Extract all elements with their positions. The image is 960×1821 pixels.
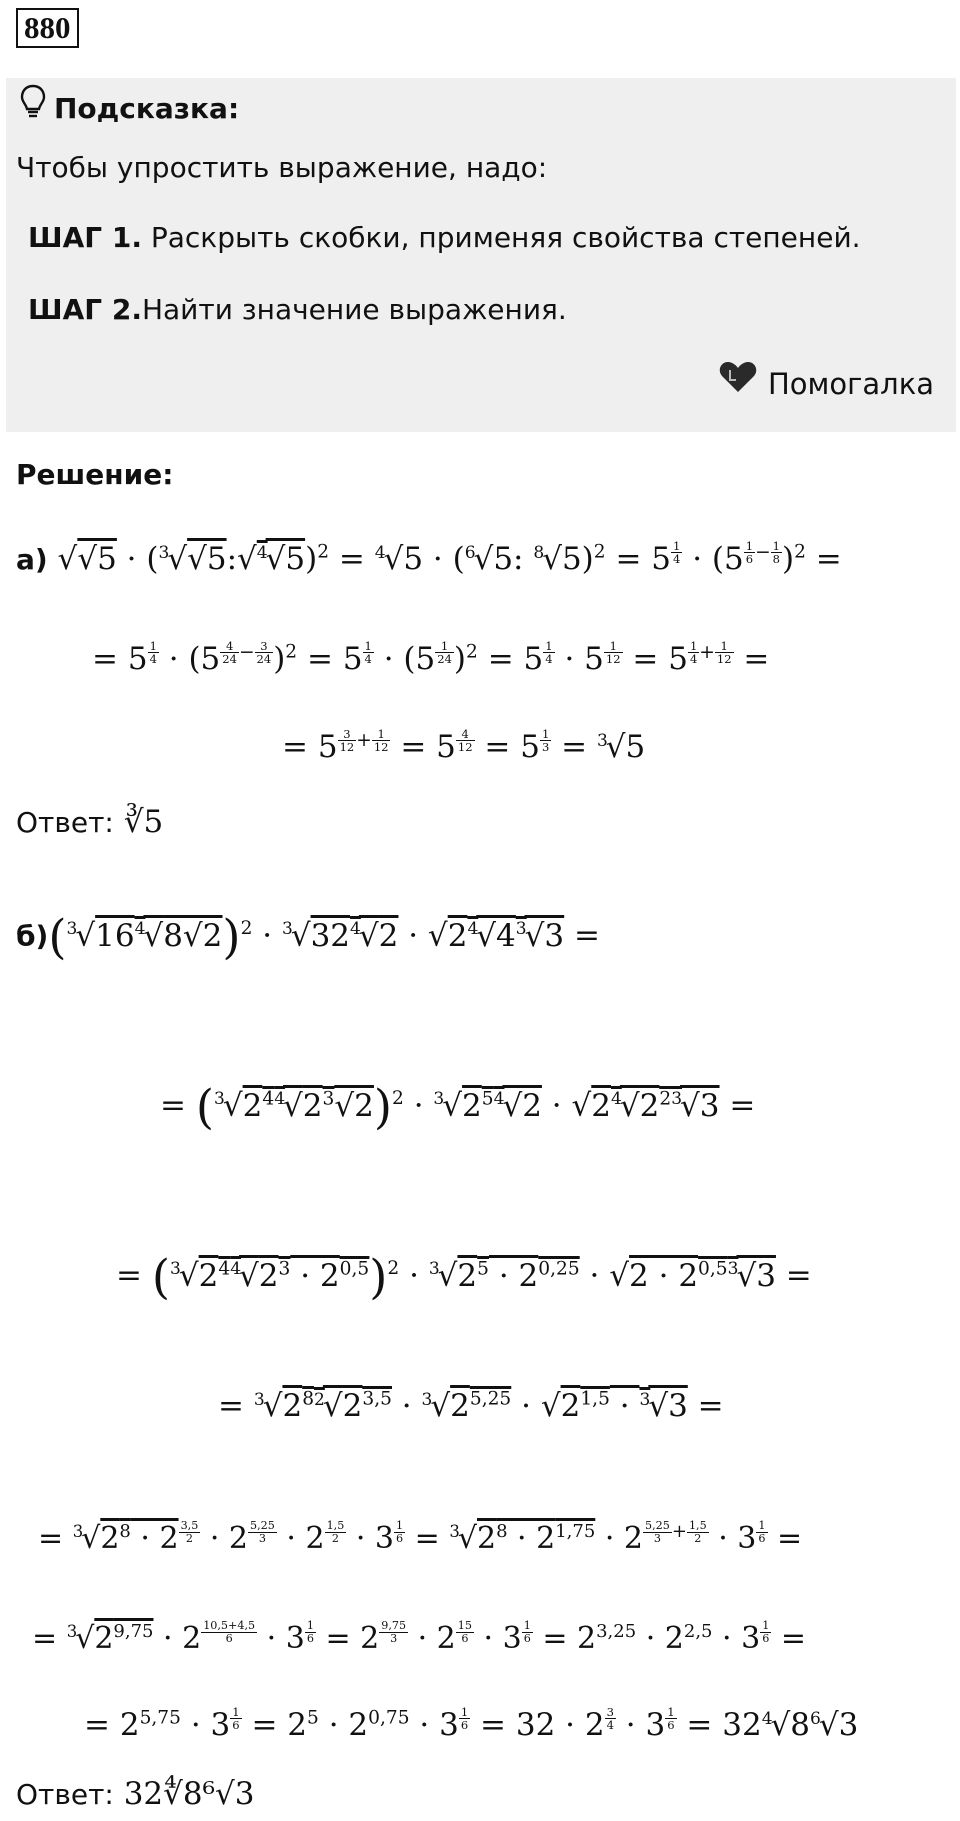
part-a-line-1: а) √√5 · ($^3$√√5:√$^4$√5)$^2$ = $^4$√5 · ($^6$√5: $^8$√5)$^2$ = 5 $^{\frac{1}{4}}$ · (5 $^{\frac{1}{6} - \frac{1}{8}}$ )$^2$ = <box>16 539 842 577</box>
lightbulb-icon <box>20 84 46 134</box>
step-1-label: ШАГ 1. <box>28 221 142 254</box>
part-a-label: а) <box>16 542 48 576</box>
step-2-text: Найти значение выражения. <box>141 293 567 326</box>
hint-step-2 <box>28 288 567 332</box>
part-b-answer-value: 32∜8⁶√3 <box>123 1776 255 1812</box>
part-b-answer-label: Ответ: <box>16 1778 114 1811</box>
step-1-text: Раскрыть скобки, применяя свойства степеней. <box>141 221 861 254</box>
part-b-line-7: = $2^{5,75} \cdot 3$ $^{\frac{1}{6}}$ = $2^5 \cdot 2^{0,75} \cdot 3$ $^{\frac{1}{6}}$ = 32 · 2 $^{\frac{3}{4}}$ · 3 $^{\frac{1}{6}}$ = $32^4√8^6√3$ <box>84 1705 859 1743</box>
heart-icon <box>718 360 758 408</box>
part-b-label: б) <box>16 919 49 953</box>
part-b-line-4: = $^3√2^{82}√2^{3,5} \cdot ^3√2^{5,25} \cdot √2^{1,5} \cdot ^3√3$ = <box>218 1388 724 1424</box>
part-b-line-2: = $(^3√2^{44}√2^3√2)^2 \cdot ^3√2^{54}√2 \cdot √2^4√2^{23}√3$ = <box>160 1080 756 1134</box>
hint-intro: Чтобы упростить выражение, надо: <box>16 151 548 184</box>
hint-title-text: Подсказка: <box>54 92 240 125</box>
part-b-line-6: = $^3√2^{9,75} \cdot 2$ $^{\frac{10,5+4,5}{6}}$ · 3 $^{\frac{1}{6}}$ = 2 $^{\frac{9,75}{3}}$ · 2 $^{\frac{15}{6}}$ · 3 $^{\frac{1}{6}}$ = $2^{3,25} \cdot 2^{2,5} \cdot 3$ $^{\frac{1}{6}}$ = <box>32 1619 807 1657</box>
hint-title <box>20 84 239 134</box>
solution-heading: Решение: <box>16 458 174 491</box>
step-2-label: ШАГ 2. <box>28 293 142 326</box>
hint-panel <box>6 78 956 432</box>
part-a-answer <box>16 804 163 840</box>
part-a-answer-value: ∛5 <box>123 804 164 840</box>
part-a-line-2: = 5 $^{\frac{1}{4}}$ · (5 $^{\frac{4}{24} - \frac{3}{24}}$ )$^2$ = 5 $^{\frac{1}{4}}$ · (5 $^{\frac{1}{24}}$ )$^2$ = 5 $^{\frac{1}{4}}$ · 5 $^{\frac{1}{12}}$ = 5 $^{\frac{1}{4} + \frac{1}{12}}$ = <box>92 639 770 677</box>
part-a-line-3: = 5 $^{\frac{3}{12} + \frac{1}{12}}$ = 5 $^{\frac{4}{12}}$ = 5 $^{\frac{1}{3}}$ = $^3$√5 <box>282 727 646 765</box>
part-b-line-5: = $^3√2^8 \cdot 2$ $^{\frac{3,5}{2}}$ · 2 $^{\frac{5,25}{3}}$ · 2 $^{\frac{1,5}{2}}$ · 3 $^{\frac{1}{6}}$ = $^3√2^8 \cdot 2^{1,75} \cdot 2$ $^{\frac{5,25}{3} + \frac{1,5}{2}}$ · 3 $^{\frac{1}{6}}$ = <box>38 1519 803 1557</box>
part-b-line-1: $б)(^3√16^4√8√2)^2 \cdot ^3√32^4√2 \cdot √2^4√4^3√3$ = <box>16 910 600 964</box>
helper-label: Помогалка <box>768 367 934 401</box>
helper-button[interactable] <box>718 360 934 408</box>
part-b-answer <box>16 1776 255 1812</box>
part-a-answer-label: Ответ: <box>16 806 114 839</box>
exercise-number: 880 <box>16 8 79 48</box>
part-b-line-3: = $(^3√2^{44}√2^3 \cdot 2^{0,5})^2 \cdot ^3√2^5 \cdot 2^{0,25} \cdot √2 \cdot 2^{0,53}√3$ = <box>116 1250 812 1304</box>
hint-step-1 <box>28 216 861 260</box>
